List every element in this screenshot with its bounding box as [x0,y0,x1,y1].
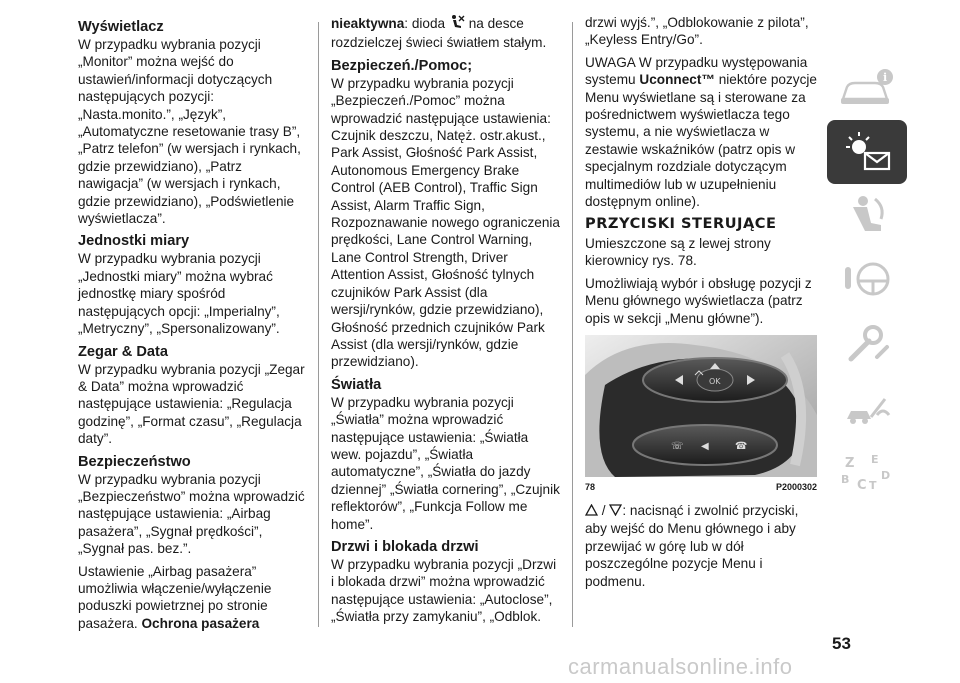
tab-safety[interactable] [827,184,907,248]
section-title: Zegar & Data [78,343,169,360]
svg-text:OK: OK [709,376,721,386]
tab-starting-driving[interactable] [827,248,907,312]
svg-text:◀: ◀ [701,440,709,452]
airbag-seat-icon [837,193,897,239]
svg-text:☏: ☏ [671,440,684,452]
continued-text: nieaktywna: dioda na desce rozdzielczej świeci światłem stałym. [331,15,547,51]
note-paragraph: UWAGA W przypadku występowania systemu Uconnect™ niektóre pozycje Menu wyświetlane są i sterowane za pośrednictwem wyświetlacza tego systemu, a nie wyświetlacza w zestawie wskaźników (patrz opis w specjalnym rozdziale dotyczącym multimediów lub w uzupełnieniu dostępnym online). [585,54,817,210]
section-body: Umożliwiają wybór i obsługę pozycji z Menu głównego wyświetlacza (patrz opis w sekcji „Menu główne”). [585,275,812,326]
column-divider [572,22,573,627]
svg-text:☎: ☎ [735,440,748,452]
section-body: W przypadku wybrania pozycji „Zegar & Data” można wprowadzić następujące ustawienia: „Regulacja godzinę”, „Format czasu”, „Regulacja daty”. [78,361,305,447]
tab-warning-lights-messages[interactable] [827,120,907,184]
svg-text:Z: Z [845,456,855,471]
svg-text:E: E [871,453,879,466]
car-info-icon [837,65,897,111]
svg-text:i: i [883,71,888,84]
column-3 [585,14,817,595]
tools-wrench-icon [837,321,897,367]
breakdown-tow-icon [837,385,897,431]
chapter-index-sidebar [827,56,907,504]
column-2 [331,14,561,631]
tab-alphabetical-index[interactable] [827,440,907,504]
down-triangle-icon [609,503,622,520]
figure-number: 78 [585,481,596,492]
section-body: W przypadku wybrania pozycji „Monitor” można wejść do ustawień/informacji dotyczących następujących pozycji: „Nasta.monito.”, „Język”, „Automatyczne resetowanie trasy B”, „Patrz telefon” (w wersjach i rynkach, gdzie przewidziano), „Patrz nawigacja” (w wersjach i rynkach, gdzie przewidziano), „Podświetlenie wyświetlacza”. [78,37,301,227]
section-title: Bezpieczeń./Pomoc; [331,57,473,74]
section-body: W przypadku wybrania pozycji „Bezpieczeń./Pomoc” można wprowadzić następujące ustawienia: Czujnik deszczu, Natęż. ostr.akust., Park Assist, Głośność Park Assist, Autonomous Emergency Brake Control (AEB Control), Traffic Sign Assist, Alarm Traffic Sign, Rozpoznawanie nowego ograniczenia prędkości, Lane Control Warning, Lane Control Strength, Driver Attention Assist, Głośność tylnych czujników Park Assist (dla wersji/rynków, gdzie przewidziano), Głośność przednich czujników Park Assist (dla wersji/rynków, gdzie przewidziano). [331,75,560,370]
figure-code: P2000302 [775,481,817,492]
tab-emergency[interactable] [827,376,907,440]
section-body: Ustawienie „Airbag pasażera” umożliwia włączenie/wyłączenie poduszki powietrznej po stronie pasażera. Ochrona pasażera [78,563,272,631]
figure-caption [585,479,817,496]
section-body: W przypadku wybrania pozycji „Jednostki miary” można wybrać jednostkę miary spośród następujących opcji: „Imperialny”, „Metryczny”, „Spersonalizowany”. [78,251,280,337]
column-1 [78,14,310,637]
section-title: Światła [331,376,382,393]
up-triangle-icon [585,503,598,520]
section-title: Bezpieczeństwo [78,453,191,470]
airbag-off-warning-icon [449,14,465,34]
page-number: 53 [832,634,851,653]
steering-controls-photo [585,335,817,477]
section-body: W przypadku wybrania pozycji „Bezpieczeństwo” można wprowadzić następujące ustawienia: „Airbag pasażera”, „Sygnał prędkości”, „Sygnał pas. bez.”. [78,471,305,557]
section-body: W przypadku wybrania pozycji „Drzwi i blokada drzwi” można wprowadzić następujące ustawienia: „Autoclose”, „Światła przy zamykaniu”, „Odblok. [331,556,557,625]
watermark: carmanualsonline.info [568,654,793,679]
svg-text:D: D [881,469,891,482]
svg-text:C: C [857,478,867,493]
svg-text:T: T [869,479,877,492]
tab-maintenance[interactable] [827,312,907,376]
section-title: Jednostki miary [78,233,190,250]
section-title: Wyświetlacz [78,19,164,35]
tab-car-info[interactable] [827,56,907,120]
warning-light-message-icon [837,129,897,175]
section-body: / : nacisnąć i zwolnić przyciski, aby wejść do Menu głównego i aby przewijać w górę lub w dół poszczególne pozycje Menu i podmenu. [585,503,799,589]
steering-key-icon [837,257,897,303]
section-body: Umieszczone są z lewej strony kierownicy rys. 78. [585,235,771,269]
section-heading: PRZYCISKI STERUJĄCE [585,215,777,233]
section-body: W przypadku wybrania pozycji „Światła” można wprowadzić następujące ustawienia: „Światła wew. pojazdu”, „Światła automatyczne”, „Światła do jazdy dziennej” „Światła cornering”, „Czujnik reflektorów”, „Funkcja Follow me home”. [331,394,560,532]
section-title: Drzwi i blokada drzwi [331,538,479,555]
svg-text:B: B [841,473,850,486]
continued-text: drzwi wyjś.”, „Odblokowanie z pilota”, „Keyless Entry/Go”. [585,15,809,48]
column-divider [318,22,319,627]
alphabet-index-icon [837,449,897,495]
bold-term: Ochrona pasażera [141,615,260,631]
